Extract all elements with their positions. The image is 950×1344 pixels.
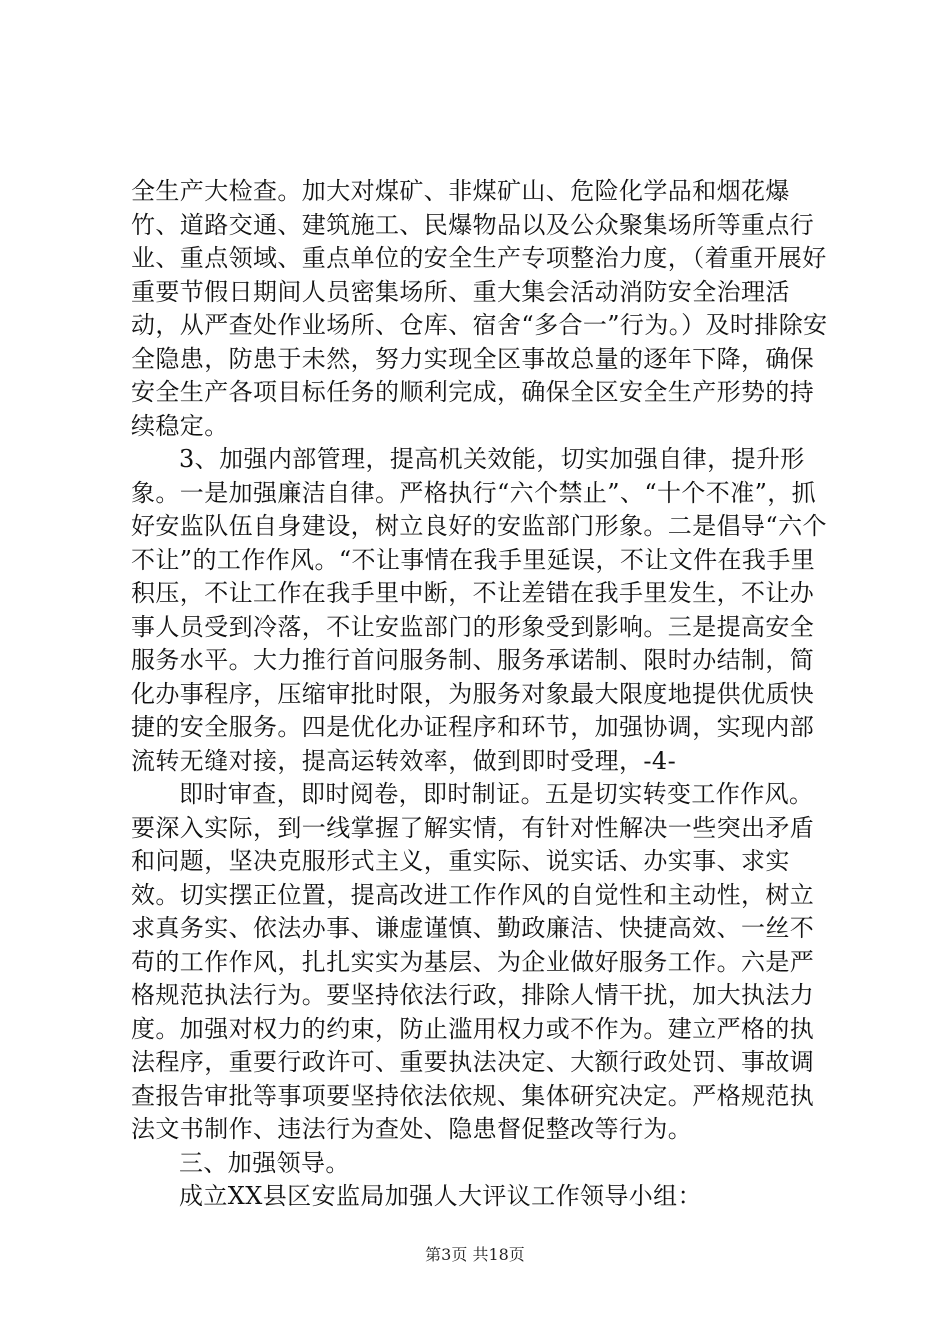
paragraph-safety-inspection: 全生产大检查。加大对煤矿、非煤矿山、危险化学品和烟花爆竹、道路交通、建筑施工、民爆物品以及公众聚集场所等重点行业、重点领域、重点单位的安全生产专项整治力度，（着重开展好重要节假日期间人员密集场所、重大集会活动消防安全治理活动，从严查处作业场所、仓库、宿舍“多合一”行为。）及时排除安全隐患，防患于未然，努力实现全区事故总量的逐年下降，确保安全生产各项目标任务的顺利完成，确保全区安全生产形势的持续稳定。 (131, 177, 828, 440)
document-body (131, 175, 831, 1214)
section-heading-leadership: 三、加强领导。 (179, 1148, 350, 1177)
paragraph-leadership-group: 成立XX县区安监局加强人大评议工作领导小组： (179, 1182, 702, 1210)
page-number-footer: 第3页 共18页 (425, 1245, 525, 1264)
paragraph-work-style: 即时审查，即时阅卷，即时制证。五是切实转变工作作风。要深入实际，到一线掌握了解实情，有针对性解决一些突出矛盾和问题，坚决克服形式主义，重实际、说实话、办实事、求实效。切实摆正位置，提高改进工作作风的自觉性和主动性，树立求真务实、依法办事、谦虚谨慎、勤政廉洁、快捷高效、一丝不苟的工作作风，扎扎实实为基层、为企业做好服务工作。六是严格规范执法行为。要坚持依法行政，排除人情干扰，加大执法力度。加强对权力的约束，防止滥用权力或不作为。建立严格的执法程序，重要行政许可、重要执法决定、大额行政处罚、事故调查报告审批等事项要坚持依法依规、集体研究决定。严格规范执法文书制作、违法行为查处、隐患督促整改等行为。 (131, 780, 815, 1143)
paragraph-internal-management: 3、加强内部管理，提高机关效能，切实加强自律，提升形象。一是加强廉洁自律。严格执行“六个禁止”、“十个不准”，抓好安监队伍自身建设，树立良好的安监部门形象。二是倡导“六个不让”的工作作风。“不让事情在我手里延误，不让文件在我手里积压，不让工作在我手里中断，不让差错在我手里发生，不让办事人员受到冷落，不让安监部门的形象受到影响。三是提高安全服务水平。大力推行首问服务制、服务承诺制、限时办结制，简化办事程序，压缩审批时限，为服务对象最大限度地提供优质快捷的安全服务。四是优化办证程序和环节，加强协调，实现内部流转无缝对接，提高运转效率，做到即时受理，-4- (131, 445, 827, 775)
